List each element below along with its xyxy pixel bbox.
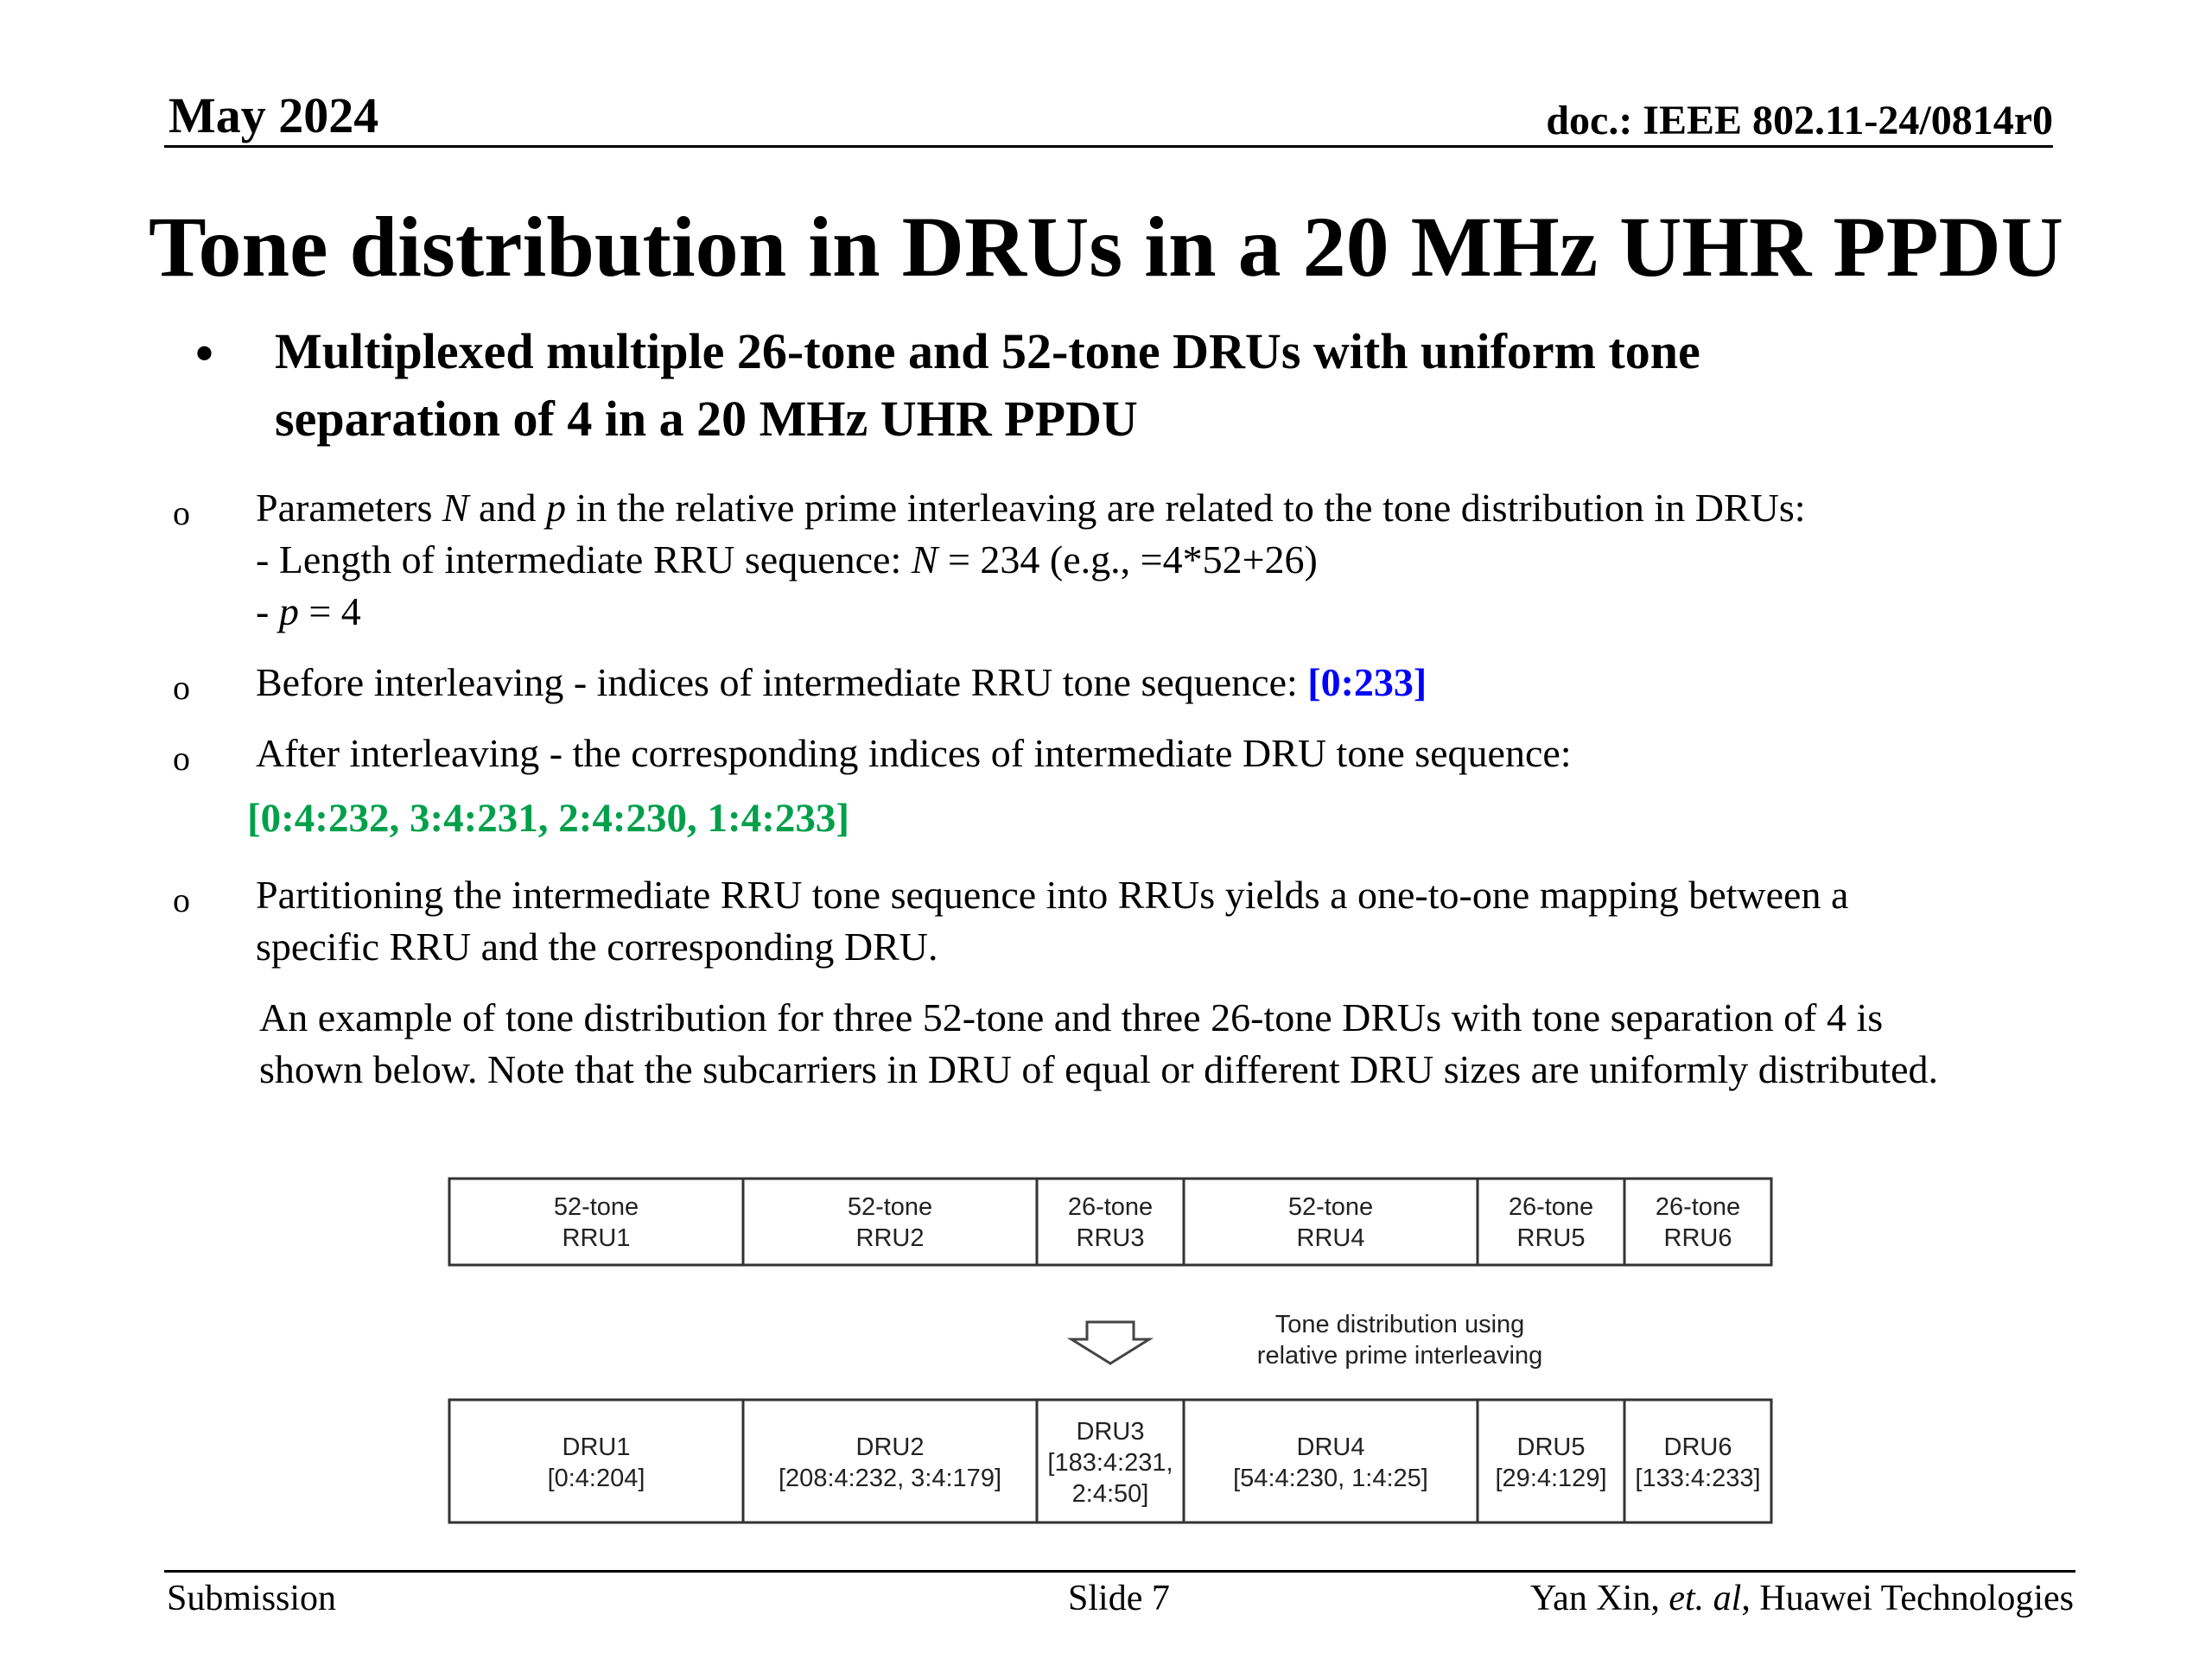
footer-divider [164, 1570, 2075, 1573]
circle-bullet-icon: o [173, 668, 190, 707]
rru-5-size: 26-tone [1508, 1193, 1594, 1221]
bullet-marker: • [195, 325, 214, 382]
dru-3-indices-2: 2:4:50] [1071, 1480, 1149, 1508]
header-doc-id: doc.: IEEE 802.11-24/0814r0 [1546, 98, 2053, 143]
rru-3-label: RRU3 [1076, 1224, 1145, 1252]
dru-5-label: DRU5 [1516, 1433, 1586, 1461]
dru-4-label: DRU4 [1296, 1433, 1365, 1461]
rru-1-label: RRU1 [562, 1224, 631, 1252]
rru-2-label: RRU2 [855, 1224, 925, 1252]
header-date: May 2024 [168, 87, 379, 143]
footer-slide-number: Slide 7 [1068, 1579, 1170, 1618]
after-item: After interleaving - the corresponding indices of intermediate DRU tone sequence: [256, 731, 1572, 775]
dru-4-indices: [54:4:230, 1:4:25] [1233, 1465, 1428, 1492]
partition-line2: specific RRU and the corresponding DRU. [256, 925, 938, 969]
main-bullet-line2: separation of 4 in a 20 MHz UHR PPDU [275, 391, 1138, 447]
dru-3-indices-1: [183:4:231, [1047, 1449, 1173, 1477]
dru-1-indices: [0:4:204] [547, 1465, 645, 1492]
rru-row-frame [449, 1179, 1771, 1265]
arrow-label-line1: Tone distribution using [1274, 1311, 1525, 1338]
footer-author: Yan Xin, et. al, Huawei Technologies [1530, 1579, 2074, 1618]
dru-2-label: DRU2 [855, 1433, 925, 1461]
footer-submission: Submission [167, 1579, 337, 1618]
rru-1-size: 52-tone [553, 1193, 639, 1221]
dru-6-indices: [133:4:233] [1635, 1465, 1761, 1492]
params-length-line: - Length of intermediate RRU sequence: N = 234 (e.g., =4*52+26) [256, 537, 1318, 582]
rru-6-label: RRU6 [1663, 1224, 1732, 1252]
example-line2: shown below. Note that the subcarriers in DRU of equal or different DRU sizes are uniformly distributed. [259, 1047, 1939, 1091]
partition-line1: Partitioning the intermediate RRU tone sequence into RRUs yields a one-to-one mapping between a [256, 873, 1849, 917]
main-bullet-line1: Multiplexed multiple 26-tone and 52-tone DRUs with uniform tone [275, 323, 1700, 379]
rru-3-size: 26-tone [1067, 1193, 1154, 1221]
slide-title: Tone distribution in DRUs in a 20 MHz UHR PPDU [149, 199, 2063, 295]
rru-row [449, 1179, 1771, 1265]
example-line1: An example of tone distribution for three 52-tone and three 26-tone DRUs with tone separation of 4 is [259, 995, 1884, 1039]
params-line: Parameters N and p in the relative prime interleaving are related to the tone distribution in DRUs: [256, 486, 1806, 530]
dru-3-label: DRU3 [1076, 1418, 1145, 1446]
circle-bullet-icon: o [173, 739, 190, 778]
before-range: [0:233] [1307, 660, 1427, 704]
rru-4-label: RRU4 [1296, 1224, 1365, 1252]
circle-bullet-icon: o [173, 493, 190, 532]
rru-2-size: 52-tone [847, 1193, 933, 1221]
dru-5-indices: [29:4:129] [1495, 1465, 1607, 1492]
rru-5-label: RRU5 [1516, 1224, 1586, 1252]
circle-bullet-icon: o [173, 880, 190, 919]
arrow-label-line2: relative prime interleaving [1256, 1342, 1543, 1370]
dru-row [449, 1400, 1771, 1522]
rru-4-size: 52-tone [1287, 1193, 1374, 1221]
after-indices: [0:4:232, 3:4:231, 2:4:230, 1:4:233] [247, 796, 850, 841]
dru-1-label: DRU1 [562, 1433, 631, 1461]
before-item: Before interleaving - indices of intermediate RRU tone sequence: [0:233] [256, 660, 1427, 704]
params-p-line: - p = 4 [256, 589, 361, 633]
dru-6-label: DRU6 [1663, 1433, 1732, 1461]
rru-6-size: 26-tone [1655, 1193, 1741, 1221]
down-arrow-icon [1071, 1322, 1149, 1363]
dru-2-indices: [208:4:232, 3:4:179] [779, 1465, 1001, 1492]
